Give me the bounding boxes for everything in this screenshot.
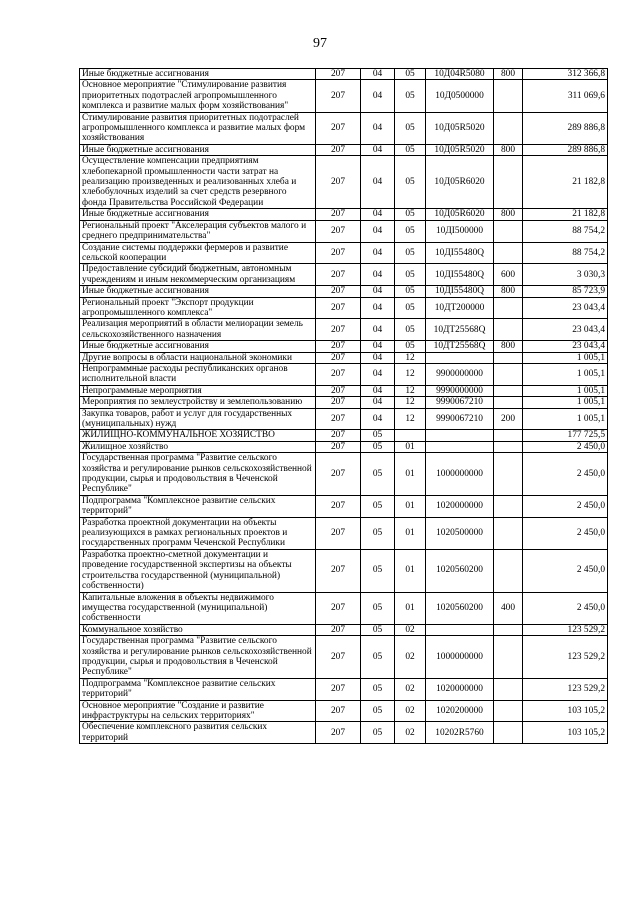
expense-type-code-cell xyxy=(494,700,523,722)
target-article-code-cell: 9990067210 xyxy=(426,408,494,430)
amount-cell: 23 043,4 xyxy=(523,319,608,341)
section-code-cell: 05 xyxy=(361,495,395,517)
target-article-code-cell: 10Д0500000 xyxy=(426,80,494,112)
row-name-cell: Жилищное хозяйство xyxy=(80,441,316,452)
section-code-cell: 04 xyxy=(361,209,395,220)
ved-code-cell: 207 xyxy=(316,156,361,209)
row-name-cell: Непрограммные расходы республиканских органов исполнительной власти xyxy=(80,363,316,385)
ved-code-cell: 207 xyxy=(316,385,361,396)
expense-type-code-cell xyxy=(494,352,523,363)
section-code-cell: 05 xyxy=(361,678,395,700)
amount-cell: 289 886,8 xyxy=(523,144,608,155)
expense-type-code-cell xyxy=(494,549,523,592)
expense-type-code-cell: 200 xyxy=(494,408,523,430)
row-name-cell: Разработка проектной документации на объекты реализующихся в рамках региональных проектов и государственных программ Чеченской Республики xyxy=(80,517,316,549)
table-row xyxy=(80,592,608,624)
subsection-code-cell: 02 xyxy=(395,636,426,679)
ved-code-cell: 207 xyxy=(316,297,361,319)
amount-cell: 289 886,8 xyxy=(523,112,608,144)
budget-table xyxy=(79,68,608,744)
row-name-cell: ЖИЛИЩНО-КОММУНАЛЬНОЕ ХОЗЯЙСТВО xyxy=(80,430,316,441)
expense-type-code-cell xyxy=(494,430,523,441)
subsection-code-cell: 01 xyxy=(395,495,426,517)
amount-cell: 2 450,0 xyxy=(523,517,608,549)
expense-type-code-cell xyxy=(494,636,523,679)
section-code-cell: 04 xyxy=(361,341,395,352)
ved-code-cell: 207 xyxy=(316,80,361,112)
ved-code-cell: 207 xyxy=(316,408,361,430)
amount-cell: 2 450,0 xyxy=(523,549,608,592)
ved-code-cell: 207 xyxy=(316,592,361,624)
subsection-code-cell: 05 xyxy=(395,242,426,264)
section-code-cell: 04 xyxy=(361,385,395,396)
table-row xyxy=(80,319,608,341)
row-name-cell: Иные бюджетные ассигнования xyxy=(80,144,316,155)
expense-type-code-cell: 800 xyxy=(494,144,523,155)
expense-type-code-cell xyxy=(494,220,523,242)
table-row xyxy=(80,242,608,264)
target-article-code-cell: 10202R5760 xyxy=(426,722,494,744)
target-article-code-cell: 10ДI500000 xyxy=(426,220,494,242)
section-code-cell: 04 xyxy=(361,156,395,209)
subsection-code-cell: 01 xyxy=(395,592,426,624)
expense-type-code-cell xyxy=(494,495,523,517)
ved-code-cell: 207 xyxy=(316,517,361,549)
target-article-code-cell: 1000000000 xyxy=(426,453,494,496)
amount-cell: 2 450,0 xyxy=(523,592,608,624)
row-name-cell: Основное мероприятие "Создание и развитие инфраструктуры на сельских территориях" xyxy=(80,700,316,722)
expense-type-code-cell xyxy=(494,297,523,319)
subsection-code-cell: 02 xyxy=(395,624,426,635)
amount-cell: 2 450,0 xyxy=(523,495,608,517)
table-row xyxy=(80,341,608,352)
target-article-code-cell: 10ДТ25568Q xyxy=(426,319,494,341)
subsection-code-cell: 05 xyxy=(395,144,426,155)
row-name-cell: Иные бюджетные ассигнования xyxy=(80,69,316,80)
row-name-cell: Предоставление субсидий бюджетным, автономным учреждениям и иным некоммерческим организациям xyxy=(80,264,316,286)
table-row xyxy=(80,112,608,144)
amount-cell: 123 529,2 xyxy=(523,636,608,679)
target-article-code-cell: 10Д05R6020 xyxy=(426,156,494,209)
amount-cell: 177 725,5 xyxy=(523,430,608,441)
row-name-cell: Коммунальное хозяйство xyxy=(80,624,316,635)
subsection-code-cell: 05 xyxy=(395,69,426,80)
subsection-code-cell: 01 xyxy=(395,549,426,592)
subsection-code-cell: 05 xyxy=(395,297,426,319)
subsection-code-cell: 12 xyxy=(395,408,426,430)
ved-code-cell: 207 xyxy=(316,220,361,242)
ved-code-cell: 207 xyxy=(316,363,361,385)
ved-code-cell: 207 xyxy=(316,341,361,352)
target-article-code-cell: 1020000000 xyxy=(426,678,494,700)
subsection-code-cell: 05 xyxy=(395,264,426,286)
table-row xyxy=(80,700,608,722)
amount-cell: 1 005,1 xyxy=(523,352,608,363)
table-row xyxy=(80,144,608,155)
table-row xyxy=(80,453,608,496)
row-name-cell: Другие вопросы в области национальной экономики xyxy=(80,352,316,363)
target-article-code-cell: 1020200000 xyxy=(426,700,494,722)
table-row xyxy=(80,286,608,297)
table-row xyxy=(80,495,608,517)
amount-cell: 1 005,1 xyxy=(523,408,608,430)
row-name-cell: Подпрограмма "Комплексное развитие сельских территорий" xyxy=(80,495,316,517)
target-article-code-cell: 9990000000 xyxy=(426,385,494,396)
row-name-cell: Обеспечение комплексного развития сельских территорий xyxy=(80,722,316,744)
ved-code-cell: 207 xyxy=(316,264,361,286)
table-row xyxy=(80,69,608,80)
subsection-code-cell: 12 xyxy=(395,363,426,385)
target-article-code-cell: 10Д05R5020 xyxy=(426,112,494,144)
table-row xyxy=(80,209,608,220)
target-article-code-cell: 10Д04R5080 xyxy=(426,69,494,80)
row-name-cell: Разработка проектно-сметной документации и проведение государственной экспертизы на объекты строительства государственной (муниципальной) собственности) xyxy=(80,549,316,592)
section-code-cell: 04 xyxy=(361,220,395,242)
expense-type-code-cell: 800 xyxy=(494,209,523,220)
expense-type-code-cell xyxy=(494,385,523,396)
ved-code-cell: 207 xyxy=(316,441,361,452)
subsection-code-cell: 05 xyxy=(395,209,426,220)
ved-code-cell: 207 xyxy=(316,319,361,341)
expense-type-code-cell xyxy=(494,624,523,635)
expense-type-code-cell xyxy=(494,517,523,549)
target-article-code-cell xyxy=(426,430,494,441)
table-row xyxy=(80,385,608,396)
ved-code-cell: 207 xyxy=(316,636,361,679)
ved-code-cell: 207 xyxy=(316,549,361,592)
section-code-cell: 04 xyxy=(361,319,395,341)
target-article-code-cell: 10ДI55480Q xyxy=(426,242,494,264)
amount-cell: 23 043,4 xyxy=(523,341,608,352)
ved-code-cell: 207 xyxy=(316,352,361,363)
expense-type-code-cell: 600 xyxy=(494,264,523,286)
expense-type-code-cell xyxy=(494,363,523,385)
amount-cell: 1 005,1 xyxy=(523,385,608,396)
expense-type-code-cell xyxy=(494,453,523,496)
target-article-code-cell: 1020560200 xyxy=(426,549,494,592)
table-row xyxy=(80,678,608,700)
target-article-code-cell xyxy=(426,352,494,363)
amount-cell: 23 043,4 xyxy=(523,297,608,319)
row-name-cell: Реализация мероприятий в области мелиорации земель сельскохозяйственного назначения xyxy=(80,319,316,341)
ved-code-cell: 207 xyxy=(316,624,361,635)
table-row xyxy=(80,441,608,452)
amount-cell: 2 450,0 xyxy=(523,453,608,496)
amount-cell: 312 366,8 xyxy=(523,69,608,80)
row-name-cell: Создание системы поддержки фермеров и развитие сельской кооперации xyxy=(80,242,316,264)
section-code-cell: 04 xyxy=(361,242,395,264)
page-number: 97 xyxy=(313,36,327,51)
amount-cell: 123 529,2 xyxy=(523,624,608,635)
row-name-cell: Мероприятия по землеустройству и землепользованию xyxy=(80,397,316,408)
expense-type-code-cell xyxy=(494,319,523,341)
expense-type-code-cell xyxy=(494,722,523,744)
target-article-code-cell: 10ДТ25568Q xyxy=(426,341,494,352)
section-code-cell: 05 xyxy=(361,430,395,441)
table-row xyxy=(80,80,608,112)
expense-type-code-cell xyxy=(494,678,523,700)
ved-code-cell: 207 xyxy=(316,144,361,155)
target-article-code-cell: 10ДI55480Q xyxy=(426,264,494,286)
ved-code-cell: 207 xyxy=(316,397,361,408)
section-code-cell: 04 xyxy=(361,352,395,363)
table-row xyxy=(80,624,608,635)
subsection-code-cell: 12 xyxy=(395,352,426,363)
expense-type-code-cell xyxy=(494,441,523,452)
subsection-code-cell: 01 xyxy=(395,441,426,452)
expense-type-code-cell xyxy=(494,242,523,264)
section-code-cell: 04 xyxy=(361,286,395,297)
row-name-cell: Государственная программа "Развитие сельского хозяйства и регулирование рынков сельскохозяйственной продукции, сырья и продовольствия в Чеченской Республике" xyxy=(80,636,316,679)
section-code-cell: 05 xyxy=(361,700,395,722)
table-row xyxy=(80,363,608,385)
row-name-cell: Иные бюджетные ассигнования xyxy=(80,286,316,297)
subsection-code-cell xyxy=(395,430,426,441)
ved-code-cell: 207 xyxy=(316,242,361,264)
table-row xyxy=(80,636,608,679)
row-name-cell: Стимулирование развития приоритетных подотраслей агропромышленного комплекса и развитие малых форм хозяйствования xyxy=(80,112,316,144)
amount-cell: 311 069,6 xyxy=(523,80,608,112)
ved-code-cell: 207 xyxy=(316,286,361,297)
subsection-code-cell: 05 xyxy=(395,341,426,352)
amount-cell: 103 105,2 xyxy=(523,700,608,722)
amount-cell: 21 182,8 xyxy=(523,209,608,220)
target-article-code-cell xyxy=(426,624,494,635)
section-code-cell: 04 xyxy=(361,264,395,286)
row-name-cell: Региональный проект "Экспорт продукции агропромышленного комплекса" xyxy=(80,297,316,319)
ved-code-cell: 207 xyxy=(316,678,361,700)
amount-cell: 88 754,2 xyxy=(523,242,608,264)
target-article-code-cell: 1000000000 xyxy=(426,636,494,679)
amount-cell: 85 723,9 xyxy=(523,286,608,297)
amount-cell: 88 754,2 xyxy=(523,220,608,242)
amount-cell: 2 450,0 xyxy=(523,441,608,452)
amount-cell: 1 005,1 xyxy=(523,397,608,408)
amount-cell: 123 529,2 xyxy=(523,678,608,700)
subsection-code-cell: 01 xyxy=(395,517,426,549)
row-name-cell: Государственная программа "Развитие сельского хозяйства и регулирование рынков сельскохозяйственной продукции, сырья и продовольствия в Чеченской Республике" xyxy=(80,453,316,496)
row-name-cell: Непрограммные мероприятия xyxy=(80,385,316,396)
subsection-code-cell: 02 xyxy=(395,700,426,722)
expense-type-code-cell xyxy=(494,156,523,209)
target-article-code-cell: 10ДI55480Q xyxy=(426,286,494,297)
target-article-code-cell: 9900000000 xyxy=(426,363,494,385)
subsection-code-cell: 05 xyxy=(395,156,426,209)
row-name-cell: Иные бюджетные ассигнования xyxy=(80,209,316,220)
table-row xyxy=(80,549,608,592)
section-code-cell: 04 xyxy=(361,69,395,80)
amount-cell: 3 030,3 xyxy=(523,264,608,286)
section-code-cell: 04 xyxy=(361,144,395,155)
section-code-cell: 05 xyxy=(361,517,395,549)
table-row xyxy=(80,297,608,319)
row-name-cell: Основное мероприятие "Стимулирование развития приоритетных подотраслей агропромышленного комплекса и развитие малых форм хозяйствования" xyxy=(80,80,316,112)
amount-cell: 21 182,8 xyxy=(523,156,608,209)
section-code-cell: 05 xyxy=(361,453,395,496)
target-article-code-cell: 9990067210 xyxy=(426,397,494,408)
target-article-code-cell: 10Д05R5020 xyxy=(426,144,494,155)
ved-code-cell: 207 xyxy=(316,495,361,517)
subsection-code-cell: 12 xyxy=(395,385,426,396)
section-code-cell: 05 xyxy=(361,592,395,624)
section-code-cell: 04 xyxy=(361,112,395,144)
section-code-cell: 05 xyxy=(361,636,395,679)
ved-code-cell: 207 xyxy=(316,722,361,744)
subsection-code-cell: 05 xyxy=(395,319,426,341)
section-code-cell: 05 xyxy=(361,549,395,592)
subsection-code-cell: 02 xyxy=(395,678,426,700)
section-code-cell: 04 xyxy=(361,397,395,408)
row-name-cell: Закупка товаров, работ и услуг для государственных (муниципальных) нужд xyxy=(80,408,316,430)
subsection-code-cell: 02 xyxy=(395,722,426,744)
ved-code-cell: 207 xyxy=(316,700,361,722)
amount-cell: 1 005,1 xyxy=(523,363,608,385)
section-code-cell: 05 xyxy=(361,624,395,635)
subsection-code-cell: 12 xyxy=(395,397,426,408)
subsection-code-cell: 01 xyxy=(395,453,426,496)
row-name-cell: Осуществление компенсации предприятиям хлебопекарной промышленности части затрат на реализацию произведенных и реализованных хлеба и хлебобулочных изделий за счет средств резервного фонда Правительства Российской Федерации xyxy=(80,156,316,209)
subsection-code-cell: 05 xyxy=(395,112,426,144)
table-row xyxy=(80,220,608,242)
section-code-cell: 05 xyxy=(361,722,395,744)
target-article-code-cell: 10Д05R6020 xyxy=(426,209,494,220)
target-article-code-cell: 1020000000 xyxy=(426,495,494,517)
expense-type-code-cell: 800 xyxy=(494,286,523,297)
target-article-code-cell: 1020560200 xyxy=(426,592,494,624)
target-article-code-cell xyxy=(426,441,494,452)
row-name-cell: Иные бюджетные ассигнования xyxy=(80,341,316,352)
table-row xyxy=(80,517,608,549)
table-row xyxy=(80,397,608,408)
table-row xyxy=(80,408,608,430)
row-name-cell: Капитальные вложения в объекты недвижимого имущества государственной (муниципальной) собственности xyxy=(80,592,316,624)
table-row xyxy=(80,156,608,209)
subsection-code-cell: 05 xyxy=(395,80,426,112)
row-name-cell: Региональный проект "Акселерация субъектов малого и среднего предпринимательства" xyxy=(80,220,316,242)
target-article-code-cell: 10ДТ200000 xyxy=(426,297,494,319)
subsection-code-cell: 05 xyxy=(395,286,426,297)
expense-type-code-cell xyxy=(494,397,523,408)
section-code-cell: 04 xyxy=(361,363,395,385)
expense-type-code-cell: 800 xyxy=(494,341,523,352)
ved-code-cell: 207 xyxy=(316,453,361,496)
ved-code-cell: 207 xyxy=(316,69,361,80)
table-row xyxy=(80,264,608,286)
amount-cell: 103 105,2 xyxy=(523,722,608,744)
row-name-cell: Подпрограмма "Комплексное развитие сельских территорий" xyxy=(80,678,316,700)
section-code-cell: 04 xyxy=(361,408,395,430)
budget-table-body xyxy=(80,69,608,744)
expense-type-code-cell xyxy=(494,80,523,112)
ved-code-cell: 207 xyxy=(316,209,361,220)
ved-code-cell: 207 xyxy=(316,112,361,144)
table-row xyxy=(80,430,608,441)
subsection-code-cell: 05 xyxy=(395,220,426,242)
expense-type-code-cell: 800 xyxy=(494,69,523,80)
table-row xyxy=(80,722,608,744)
expense-type-code-cell xyxy=(494,112,523,144)
section-code-cell: 05 xyxy=(361,441,395,452)
section-code-cell: 04 xyxy=(361,80,395,112)
ved-code-cell: 207 xyxy=(316,430,361,441)
expense-type-code-cell: 400 xyxy=(494,592,523,624)
target-article-code-cell: 1020500000 xyxy=(426,517,494,549)
table-row xyxy=(80,352,608,363)
section-code-cell: 04 xyxy=(361,297,395,319)
